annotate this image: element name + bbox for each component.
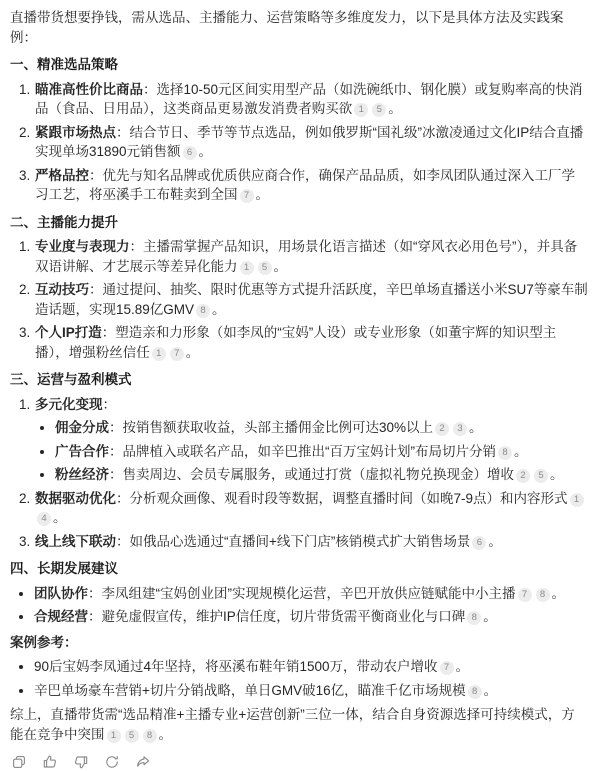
item-text: ：分析观众画像、观看时段等数据，调整直播时间（如晚7-9点）和内容形式 bbox=[116, 490, 568, 506]
period: 。 bbox=[273, 258, 287, 274]
list-item bbox=[34, 123, 588, 162]
item-text: ：按销售额获取收益，头部主播佣金比例可达30%以上 bbox=[109, 420, 434, 435]
citation-badge[interactable]: 3 bbox=[453, 422, 467, 436]
citation-badge[interactable]: 8 bbox=[143, 729, 157, 743]
list-item bbox=[34, 80, 588, 119]
list-item bbox=[34, 489, 588, 528]
item-label: 佣金分成 bbox=[55, 420, 109, 435]
citation-badge[interactable]: 5 bbox=[125, 729, 139, 743]
item-text: ：售卖周边、会员专属服务，或通过打赏（虚拟礼物兑换现金）增收 bbox=[109, 467, 514, 482]
period: 。 bbox=[550, 467, 564, 482]
item-text: ：通过提问、抽奖、限时优惠等方式提升活跃度，辛巴单场直播送小米SU7等豪车制造话题，实现15.89亿GMV bbox=[35, 282, 588, 317]
item-label: 互动技巧 bbox=[35, 282, 89, 297]
citation-badge[interactable]: 8 bbox=[536, 588, 550, 602]
list-item bbox=[34, 280, 588, 319]
item-text: ：选择10-50元区间实用型产品（如洗碗纸巾、钢化膜）或复购率高的快消品（食品、日用品），这类商品更易激发消费者购买欲 bbox=[35, 81, 583, 116]
share-button[interactable] bbox=[134, 753, 152, 771]
item-text: ：结合节日、季节等节点选品，例如俄罗斯“国礼级”冰激凌通过文化IP结合直播实现单场31890元销售额 bbox=[35, 124, 584, 159]
item-label: 粉丝经济 bbox=[55, 467, 109, 482]
citation-badge[interactable]: 6 bbox=[183, 146, 197, 160]
conclusion-text: 综上，直播带货需“选品精准+主播专业+运营创新”三位一体，结合自身资源选择可持续模式，方能在竞争中突围 bbox=[10, 707, 575, 742]
citation-badge[interactable]: 7 bbox=[440, 661, 454, 675]
ordered-list bbox=[10, 80, 588, 205]
intro-paragraph: 直播带货想要挣钱，需从选品、主播能力、运营策略等多维度发力，以下是具体方法及实践案例： bbox=[10, 10, 564, 45]
period: 。 bbox=[483, 609, 497, 624]
citation-badge[interactable]: 8 bbox=[196, 304, 210, 318]
message-toolbar bbox=[10, 753, 588, 771]
item-text: ：优先与知名品牌或优质供应商合作，确保产品品质，如李凤团队通过深入工厂学习工艺，将巫溪手工布鞋卖到全国 bbox=[35, 167, 575, 202]
period: 。 bbox=[551, 585, 565, 601]
section-heading: 三、运营与盈利模式 bbox=[10, 372, 132, 387]
copy-icon bbox=[11, 754, 27, 770]
period: 。 bbox=[53, 510, 67, 525]
list-item bbox=[34, 532, 588, 552]
item-label: 广告合作 bbox=[55, 443, 109, 459]
item-label: 紧跟市场热点 bbox=[35, 124, 116, 140]
period: 。 bbox=[483, 682, 498, 698]
thumbs-down-icon bbox=[73, 754, 89, 770]
list-item bbox=[34, 166, 588, 205]
item-text: 辛巴单场豪车营销+切片分销战略，单日GMV破16亿，瞄准千亿市场规模 bbox=[34, 682, 466, 698]
share-icon bbox=[135, 754, 151, 770]
item-label: 专业度与表现力 bbox=[35, 239, 130, 254]
list-item bbox=[55, 418, 588, 438]
item-text: ：品牌植入或联名产品，如辛巴推出“百万宝妈计划”布局切片分销 bbox=[109, 443, 496, 459]
like-button[interactable] bbox=[41, 753, 59, 771]
dislike-button[interactable] bbox=[72, 753, 90, 771]
item-label: 多元化变现 bbox=[35, 396, 103, 412]
citation-badge[interactable]: 5 bbox=[258, 261, 272, 275]
item-text: ：塑造亲和力形象（如李凤的“宝妈”人设）或专业形象（如董宇辉的知识型主播），增强粉丝信任 bbox=[35, 325, 557, 360]
period: 。 bbox=[255, 187, 269, 202]
item-label: 合规经营 bbox=[34, 609, 88, 624]
citation-badge[interactable]: 8 bbox=[498, 446, 512, 460]
section-heading: 一、精准选品策略 bbox=[10, 57, 118, 72]
item-label: 团队协作 bbox=[34, 585, 88, 601]
thumbs-up-icon bbox=[42, 754, 58, 770]
list-item bbox=[55, 465, 588, 485]
list-item bbox=[55, 442, 588, 462]
citation-badge[interactable]: 1 bbox=[152, 347, 166, 361]
item-text: ：主播需掌握产品知识，用场景化语言描述（如“穿风衣必用色号”），并具备双语讲解、才艺展示等差异化能力 bbox=[35, 239, 578, 274]
period: 。 bbox=[514, 443, 528, 459]
assistant-message bbox=[10, 8, 588, 771]
ordered-list bbox=[10, 395, 588, 552]
citation-badge[interactable]: 6 bbox=[472, 536, 486, 550]
item-label: 严格品控 bbox=[35, 167, 89, 183]
citation-badge[interactable]: 7 bbox=[240, 189, 254, 203]
citation-badge[interactable]: 1 bbox=[354, 103, 368, 117]
item-label: 瞄准高性价比商品 bbox=[35, 81, 143, 97]
list-item bbox=[34, 237, 588, 276]
period: 。 bbox=[212, 301, 226, 317]
citation-badge[interactable]: 7 bbox=[518, 588, 532, 602]
list-item bbox=[34, 323, 588, 362]
item-text: 90后宝妈李凤通过4年坚持，将巫溪布鞋年销1500万，带动农户增收 bbox=[34, 659, 438, 674]
copy-button[interactable] bbox=[10, 753, 28, 771]
cases-heading: 案例参考： bbox=[10, 634, 78, 650]
period: 。 bbox=[158, 726, 172, 742]
period: 。 bbox=[488, 533, 502, 549]
citation-badge[interactable]: 4 bbox=[37, 512, 51, 526]
citation-badge[interactable]: 8 bbox=[467, 611, 481, 625]
item-label: 线上线下联动 bbox=[35, 533, 116, 549]
list-item bbox=[34, 395, 588, 485]
period: 。 bbox=[198, 144, 213, 159]
citation-badge[interactable]: 5 bbox=[372, 103, 386, 117]
conclusion-paragraph bbox=[10, 705, 588, 744]
citation-badge[interactable]: 5 bbox=[534, 469, 548, 483]
period: 。 bbox=[185, 344, 200, 360]
item-label: 数据驱动优化 bbox=[35, 490, 116, 506]
regenerate-icon bbox=[104, 754, 120, 770]
period: 。 bbox=[469, 420, 483, 435]
citation-badge[interactable]: 2 bbox=[435, 422, 449, 436]
list-item bbox=[34, 657, 588, 677]
sub-list bbox=[35, 418, 588, 485]
list-item bbox=[34, 681, 588, 701]
item-label: 个人IP打造 bbox=[35, 325, 102, 340]
citation-badge[interactable]: 8 bbox=[468, 685, 482, 699]
list-item bbox=[34, 584, 588, 604]
period: 。 bbox=[388, 101, 402, 116]
citation-badge[interactable]: 1 bbox=[107, 729, 121, 743]
bullet-list bbox=[10, 584, 588, 627]
ordered-list bbox=[10, 237, 588, 362]
regenerate-button[interactable] bbox=[103, 753, 121, 771]
citation-badge[interactable]: 7 bbox=[170, 347, 184, 361]
bullet-list bbox=[10, 657, 588, 700]
section-heading: 四、长期发展建议 bbox=[10, 561, 118, 576]
item-text: ：避免虚假宣传，维护IP信任度，切片带货需平衡商业化与口碑 bbox=[88, 609, 466, 624]
citation-badge[interactable]: 2 bbox=[516, 469, 530, 483]
item-text: ：如俄品心选通过“直播间+线下门店”核销模式扩大销售场景 bbox=[116, 533, 471, 549]
list-item bbox=[34, 607, 588, 627]
item-text: ： bbox=[102, 396, 116, 412]
item-text: ：李凤组建“宝妈创业团”实现规模化运营，辛巴开放供应链赋能中小主播 bbox=[88, 585, 516, 601]
section-heading: 二、主播能力提升 bbox=[10, 214, 118, 230]
citation-badge[interactable]: 1 bbox=[240, 261, 254, 275]
citation-badge[interactable]: 1 bbox=[570, 493, 584, 507]
period: 。 bbox=[455, 659, 470, 674]
